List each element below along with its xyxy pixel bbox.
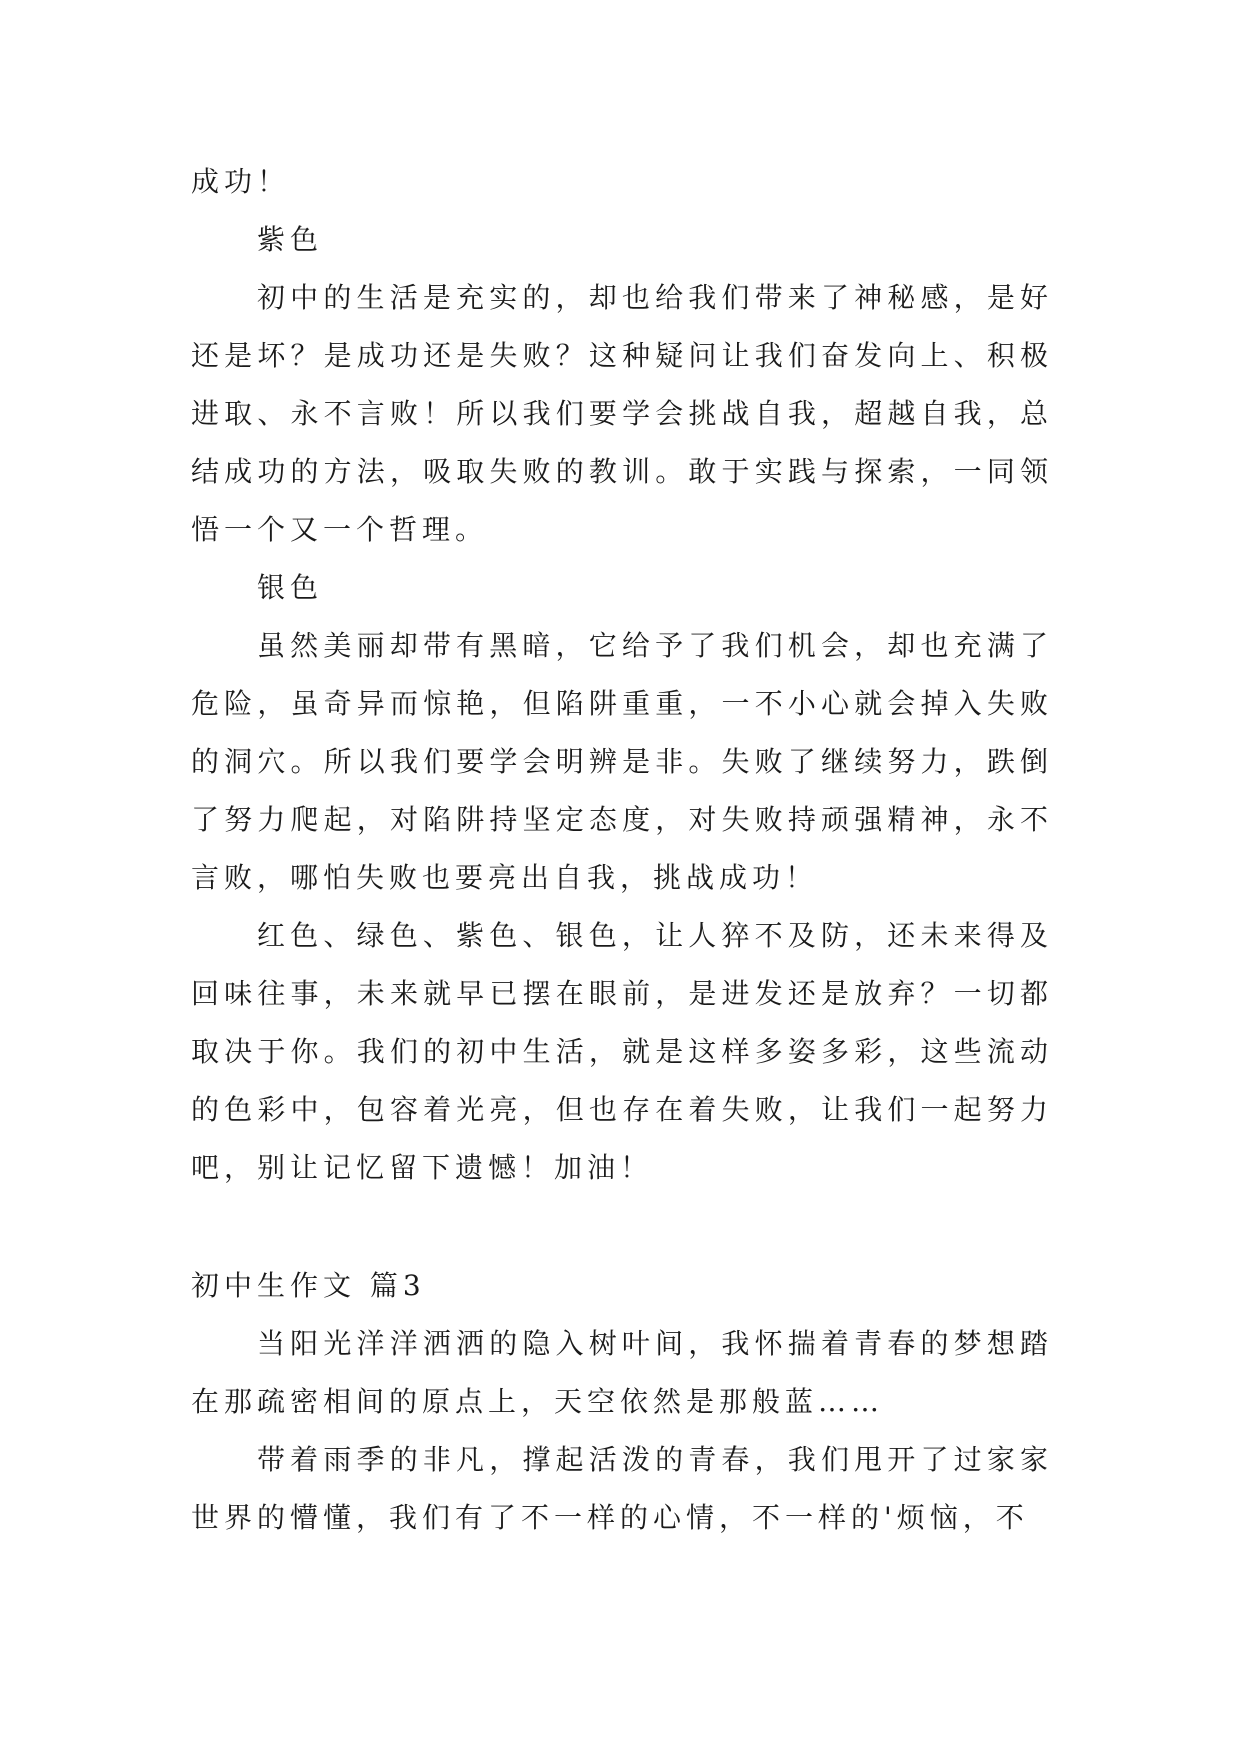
section-title: 初中生作文 篇3 bbox=[191, 1269, 426, 1302]
paragraph: 带着雨季的非凡，撑起活泼的青春，我们甩开了过家家世界的懵懂，我们有了不一样的心情，不一样的'烦恼，不 bbox=[191, 1443, 1053, 1534]
paragraph: 当阳光洋洋洒洒的隐入树叶间，我怀揣着青春的梦想踏在那疏密相间的原点上，天空依然是那般蓝…… bbox=[191, 1327, 1053, 1418]
paragraph: 初中的生活是充实的，却也给我们带来了神秘感，是好还是坏？是成功还是失败？这种疑问让我们奋发向上、积极进取、永不言败！所以我们要学会挑战自我，超越自我，总结成功的方法，吸取失败的教训。敢于实践与探索，一同领悟一个又一个哲理。 bbox=[191, 281, 1053, 546]
document-body bbox=[191, 153, 1053, 1547]
section-gap bbox=[191, 1197, 1053, 1257]
paragraph: 红色、绿色、紫色、银色，让人猝不及防，还未来得及回味往事，未来就早已摆在眼前，是进发还是放弃？一切都取决于你。我们的初中生活，就是这样多姿多彩，这些流动的色彩中，包容着光亮，但也存在着失败，让我们一起努力吧，别让记忆留下遗憾！加油！ bbox=[191, 919, 1053, 1184]
subheading-silver: 银色 bbox=[257, 571, 324, 604]
paragraph: 成功！ bbox=[191, 165, 291, 198]
subheading-purple: 紫色 bbox=[257, 223, 324, 256]
paragraph: 虽然美丽却带有黑暗，它给予了我们机会，却也充满了危险，虽奇异而惊艳，但陷阱重重，一不小心就会掉入失败的洞穴。所以我们要学会明辨是非。失败了继续努力，跌倒了努力爬起，对陷阱持坚定态度，对失败持顽强精神，永不言败，哪怕失败也要亮出自我，挑战成功！ bbox=[191, 629, 1053, 894]
